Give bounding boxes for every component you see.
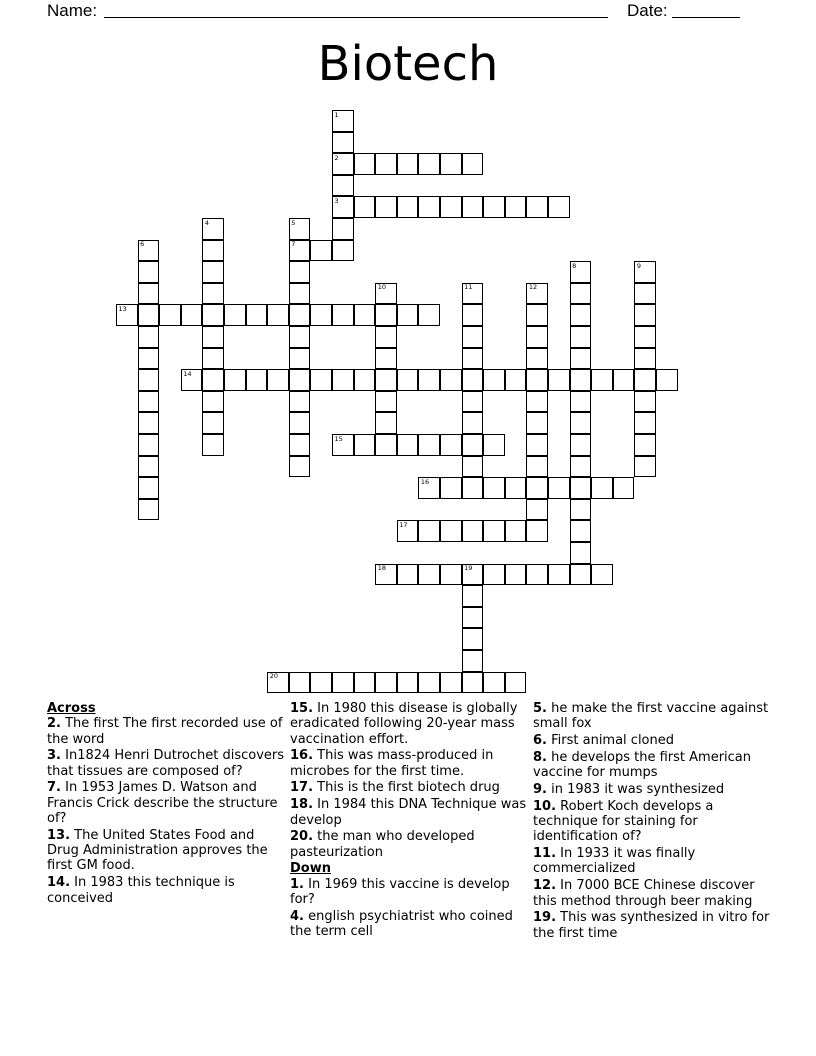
grid-cell[interactable] [613, 477, 635, 499]
grid-cell[interactable] [526, 456, 548, 478]
grid-cell[interactable] [570, 391, 592, 413]
clue-number-label: 17. [290, 780, 314, 796]
clue [47, 828, 289, 874]
grid-cell[interactable] [138, 261, 160, 283]
clue [290, 748, 532, 779]
grid-cell[interactable] [397, 369, 419, 391]
clue-text: In 1969 this vaccine is develop for? [290, 876, 510, 908]
clue [290, 909, 532, 940]
clue-number: 9 [636, 261, 642, 270]
grid-cell[interactable] [462, 477, 484, 499]
grid-cell[interactable] [202, 434, 224, 456]
grid-cell[interactable] [570, 304, 592, 326]
clue-text: english psychiatrist who coined the term cell [290, 908, 513, 940]
clue [290, 877, 532, 908]
grid-cell[interactable] [505, 369, 527, 391]
grid-cell[interactable] [289, 348, 311, 370]
down-heading: Down [290, 861, 331, 877]
grid-cell[interactable] [289, 240, 311, 262]
grid-cell[interactable] [462, 434, 484, 456]
clue-number: 19 [464, 564, 473, 573]
grid-cell[interactable] [505, 196, 527, 218]
clue [533, 910, 775, 941]
grid-cell[interactable] [418, 369, 440, 391]
grid-cell[interactable] [332, 672, 354, 694]
grid-cell[interactable] [570, 261, 592, 283]
grid-cell[interactable] [332, 218, 354, 240]
grid-cell[interactable] [289, 456, 311, 478]
grid-cell[interactable] [526, 499, 548, 521]
grid-cell[interactable] [289, 218, 311, 240]
grid-cell[interactable] [246, 369, 268, 391]
clue [47, 716, 289, 747]
grid-cell[interactable] [138, 391, 160, 413]
grid-cell[interactable] [354, 196, 376, 218]
grid-cell[interactable] [462, 391, 484, 413]
grid-cell[interactable] [462, 326, 484, 348]
clue-number: 7 [291, 240, 296, 249]
page-title: Biotech [317, 36, 499, 92]
clue-text: In 7000 BCE Chinese discover this method through beer making [533, 878, 755, 909]
grid-cell[interactable] [181, 304, 203, 326]
grid-cell[interactable] [375, 304, 397, 326]
clue-number-label: 4. [290, 908, 304, 924]
clue-number-label: 14. [47, 875, 71, 891]
grid-cell[interactable] [332, 240, 354, 262]
grid-cell[interactable] [397, 153, 419, 175]
clue-number: 12 [528, 283, 538, 292]
grid-cell[interactable] [289, 326, 311, 348]
grid-cell[interactable] [224, 369, 246, 391]
clue-number-label: 6. [533, 733, 547, 749]
grid-cell[interactable] [354, 434, 376, 456]
grid-cell[interactable] [570, 283, 592, 305]
grid-cell[interactable] [505, 672, 527, 694]
grid-cell[interactable] [289, 283, 311, 305]
grid-cell[interactable] [483, 564, 505, 586]
grid-cell[interactable] [138, 412, 160, 434]
clue-text: This is the first biotech drug [313, 780, 500, 796]
grid-cell[interactable] [462, 564, 484, 586]
grid-cell[interactable] [397, 520, 419, 542]
grid-cell[interactable] [354, 369, 376, 391]
grid-cell[interactable] [375, 196, 397, 218]
grid-cell[interactable] [375, 564, 397, 586]
grid-cell[interactable] [526, 391, 548, 413]
grid-cell[interactable] [354, 672, 376, 694]
clue-number-label: 19. [533, 910, 557, 926]
grid-cell[interactable] [526, 369, 548, 391]
grid-cell[interactable] [483, 196, 505, 218]
grid-cell[interactable] [483, 477, 505, 499]
grid-cell[interactable] [418, 304, 440, 326]
grid-cell[interactable] [138, 283, 160, 305]
grid-cell[interactable] [224, 304, 246, 326]
grid-cell[interactable] [526, 412, 548, 434]
grid-cell[interactable] [138, 434, 160, 456]
grid-cell[interactable] [526, 348, 548, 370]
grid-cell[interactable] [397, 196, 419, 218]
grid-cell[interactable] [634, 283, 656, 305]
grid-cell[interactable] [440, 520, 462, 542]
grid-cell[interactable] [375, 326, 397, 348]
clue-number: 18 [377, 564, 386, 573]
clue [47, 875, 289, 906]
grid-cell[interactable] [526, 304, 548, 326]
grid-cell[interactable] [418, 153, 440, 175]
grid-cell[interactable] [289, 369, 311, 391]
grid-cell[interactable] [548, 564, 570, 586]
grid-cell[interactable] [138, 326, 160, 348]
clue-number-label: 13. [47, 827, 71, 843]
clue-number: 5 [291, 218, 296, 227]
grid-cell[interactable] [375, 391, 397, 413]
grid-cell[interactable] [418, 672, 440, 694]
grid-cell[interactable] [462, 650, 484, 672]
grid-cell[interactable] [138, 369, 160, 391]
grid-cell[interactable] [397, 304, 419, 326]
grid-cell[interactable] [202, 391, 224, 413]
clue-number-label: 20. [290, 829, 314, 845]
grid-cell[interactable] [526, 477, 548, 499]
clue-text: In1824 Henri Dutrochet discovers that tissues are composed of? [47, 748, 285, 779]
clue-column-3 [533, 701, 775, 942]
grid-cell[interactable] [418, 477, 440, 499]
grid-cell[interactable] [332, 110, 354, 132]
clue-number-label: 16. [290, 748, 314, 764]
clue [290, 797, 532, 828]
grid-cell[interactable] [462, 369, 484, 391]
grid-cell[interactable] [526, 520, 548, 542]
clue-text: In 1984 this DNA Technique was develop [290, 797, 527, 828]
grid-cell[interactable] [289, 672, 311, 694]
grid-cell[interactable] [570, 348, 592, 370]
grid-cell[interactable] [570, 326, 592, 348]
clue-number-label: 5. [533, 701, 547, 716]
grid-cell[interactable] [418, 434, 440, 456]
clue [533, 799, 775, 845]
grid-cell[interactable] [202, 240, 224, 262]
grid-cell[interactable] [483, 520, 505, 542]
grid-cell[interactable] [159, 304, 181, 326]
grid-cell[interactable] [440, 672, 462, 694]
clue-number: 13 [118, 304, 127, 313]
grid-cell[interactable] [289, 412, 311, 434]
grid-cell[interactable] [138, 348, 160, 370]
grid-cell[interactable] [634, 261, 656, 283]
grid-cell[interactable] [310, 240, 332, 262]
grid-cell[interactable] [375, 283, 397, 305]
grid-cell[interactable] [332, 153, 354, 175]
grid-cell[interactable] [526, 326, 548, 348]
grid-cell[interactable] [634, 391, 656, 413]
grid-cell[interactable] [375, 434, 397, 456]
grid-cell[interactable] [289, 261, 311, 283]
clue-number-label: 18. [290, 797, 314, 813]
clue-number-label: 7. [47, 780, 61, 796]
grid-cell[interactable] [138, 499, 160, 521]
clue [533, 782, 775, 797]
clue-column-1 [47, 701, 289, 907]
clue-number: 1 [334, 110, 339, 119]
grid-cell[interactable] [570, 499, 592, 521]
grid-cell[interactable] [202, 326, 224, 348]
grid-cell[interactable] [440, 369, 462, 391]
clue-number: 3 [334, 196, 339, 205]
grid-cell[interactable] [505, 520, 527, 542]
grid-cell[interactable] [483, 672, 505, 694]
grid-cell[interactable] [310, 672, 332, 694]
grid-cell[interactable] [462, 520, 484, 542]
clue-text: The first The first recorded use of the word [47, 716, 283, 747]
clue-number-label: 10. [533, 798, 557, 814]
grid-cell[interactable] [462, 672, 484, 694]
clue-number: 4 [204, 218, 210, 227]
clue [290, 829, 532, 860]
grid-cell[interactable] [418, 520, 440, 542]
grid-cell[interactable] [246, 304, 268, 326]
clue-text: In 1953 James D. Watson and Francis Crick describe the structure of? [47, 780, 278, 827]
grid-cell[interactable] [548, 477, 570, 499]
clue [290, 780, 532, 795]
grid-cell[interactable] [116, 304, 138, 326]
grid-cell[interactable] [505, 564, 527, 586]
grid-cell[interactable] [634, 412, 656, 434]
clue-number-label: 11. [533, 846, 557, 862]
grid-cell[interactable] [440, 153, 462, 175]
clue-number-label: 8. [533, 749, 547, 765]
clue-number: 10 [377, 283, 386, 292]
grid-cell[interactable] [613, 369, 635, 391]
grid-cell[interactable] [375, 348, 397, 370]
grid-cell[interactable] [202, 412, 224, 434]
clue-text: Robert Koch develops a technique for staining for identification of? [533, 798, 714, 845]
clue-number: 8 [572, 261, 577, 270]
grid-cell[interactable] [267, 369, 289, 391]
grid-cell[interactable] [440, 196, 462, 218]
grid-cell[interactable] [440, 564, 462, 586]
grid-cell[interactable] [289, 304, 311, 326]
grid-cell[interactable] [267, 304, 289, 326]
grid-cell[interactable] [202, 369, 224, 391]
grid-cell[interactable] [634, 456, 656, 478]
grid-cell[interactable] [591, 564, 613, 586]
clue-number-label: 15. [290, 701, 314, 716]
clue-number-label: 9. [533, 781, 547, 797]
grid-cell[interactable] [591, 369, 613, 391]
grid-cell[interactable] [570, 564, 592, 586]
grid-cell[interactable] [375, 412, 397, 434]
clue-number-label: 2. [47, 716, 61, 732]
clue-text: The United States Food and Drug Administration approves the first GM food. [47, 827, 268, 874]
clue-number-label: 1. [290, 876, 304, 892]
clue [290, 701, 532, 747]
grid-cell[interactable] [483, 369, 505, 391]
grid-cell[interactable] [202, 304, 224, 326]
date-label: Date: [627, 1, 668, 20]
grid-cell[interactable] [354, 153, 376, 175]
grid-cell[interactable] [656, 369, 678, 391]
grid-cell[interactable] [634, 348, 656, 370]
grid-cell[interactable] [570, 369, 592, 391]
grid-cell[interactable] [526, 283, 548, 305]
grid-cell[interactable] [462, 628, 484, 650]
grid-cell[interactable] [634, 369, 656, 391]
clue-text: the man who developed pasteurization [290, 829, 475, 860]
grid-cell[interactable] [440, 477, 462, 499]
clue-number: 6 [140, 240, 145, 249]
grid-cell[interactable] [548, 196, 570, 218]
grid-cell[interactable] [483, 434, 505, 456]
grid-cell[interactable] [138, 477, 160, 499]
name-label: Name: [47, 1, 98, 20]
grid-cell[interactable] [202, 261, 224, 283]
grid-cell[interactable] [570, 520, 592, 542]
grid-cell[interactable] [138, 456, 160, 478]
grid-cell[interactable] [462, 456, 484, 478]
grid-cell[interactable] [397, 564, 419, 586]
grid-cell[interactable] [332, 304, 354, 326]
clue [47, 748, 289, 779]
clue [533, 750, 775, 781]
grid-cell[interactable] [526, 196, 548, 218]
grid-cell[interactable] [332, 132, 354, 154]
clue-number: 14 [183, 369, 192, 378]
across-heading: Across [47, 701, 96, 716]
grid-cell[interactable] [332, 434, 354, 456]
clue-number: 16 [420, 477, 430, 486]
grid-cell[interactable] [418, 196, 440, 218]
grid-cell[interactable] [289, 434, 311, 456]
grid-cell[interactable] [570, 434, 592, 456]
grid-cell[interactable] [202, 218, 224, 240]
grid-cell[interactable] [267, 672, 289, 694]
clue-text: First animal cloned [546, 733, 675, 749]
clue-number: 2 [334, 153, 339, 162]
clue-number: 11 [464, 283, 473, 292]
grid-cell[interactable] [354, 304, 376, 326]
grid-cell[interactable] [397, 434, 419, 456]
grid-cell[interactable] [591, 477, 613, 499]
clue-text: In 1983 this technique is conceived [47, 875, 235, 906]
clue [533, 878, 775, 909]
grid-cell[interactable] [634, 326, 656, 348]
clue-text: This was mass-produced in microbes for the first time. [290, 748, 494, 779]
grid-cell[interactable] [310, 304, 332, 326]
grid-cell[interactable] [526, 434, 548, 456]
grid-cell[interactable] [332, 175, 354, 197]
grid-cell[interactable] [505, 477, 527, 499]
grid-cell[interactable] [570, 542, 592, 564]
grid-cell[interactable] [332, 196, 354, 218]
grid-cell[interactable] [462, 196, 484, 218]
grid-cell[interactable] [462, 153, 484, 175]
clue-number-label: 3. [47, 748, 61, 764]
grid-cell[interactable] [570, 456, 592, 478]
grid-cell[interactable] [526, 564, 548, 586]
grid-cell[interactable] [202, 283, 224, 305]
grid-cell[interactable] [375, 369, 397, 391]
grid-cell[interactable] [418, 564, 440, 586]
clue-number-label: 12. [533, 878, 557, 894]
grid-cell[interactable] [462, 585, 484, 607]
clue-text: he develops the first American vaccine for mumps [533, 749, 752, 781]
grid-cell[interactable] [570, 477, 592, 499]
clue [47, 780, 289, 826]
clue-text: he make the first vaccine against small fox [533, 701, 769, 732]
grid-cell[interactable] [462, 304, 484, 326]
clue-number: 20 [269, 672, 278, 681]
clue-text: This was synthesized in vitro for the first time [533, 910, 770, 941]
grid-cell[interactable] [462, 283, 484, 305]
grid-cell[interactable] [138, 304, 160, 326]
clue-number: 15 [334, 434, 343, 443]
grid-cell[interactable] [332, 369, 354, 391]
grid-cell[interactable] [289, 391, 311, 413]
clue [533, 846, 775, 877]
clue [533, 733, 775, 748]
grid-cell[interactable] [634, 434, 656, 456]
grid-cell[interactable] [634, 304, 656, 326]
grid-cell[interactable] [462, 348, 484, 370]
grid-cell[interactable] [181, 369, 203, 391]
grid-cell[interactable] [202, 348, 224, 370]
grid-cell[interactable] [397, 672, 419, 694]
grid-cell[interactable] [462, 412, 484, 434]
grid-cell[interactable] [462, 607, 484, 629]
grid-cell[interactable] [310, 369, 332, 391]
grid-cell[interactable] [548, 369, 570, 391]
clue-number: 17 [399, 520, 408, 529]
clue-text: In 1980 this disease is globally eradicated following 20-year mass vaccination effort. [290, 701, 518, 747]
grid-cell[interactable] [375, 672, 397, 694]
clue-text: In 1933 it was finally commercialized [533, 846, 696, 877]
clue-text: in 1983 it was synthesized [546, 781, 725, 797]
grid-cell[interactable] [570, 412, 592, 434]
clue-column-2 [290, 701, 532, 941]
grid-cell[interactable] [375, 153, 397, 175]
grid-cell[interactable] [440, 434, 462, 456]
clue [533, 701, 775, 732]
grid-cell[interactable] [138, 240, 160, 262]
